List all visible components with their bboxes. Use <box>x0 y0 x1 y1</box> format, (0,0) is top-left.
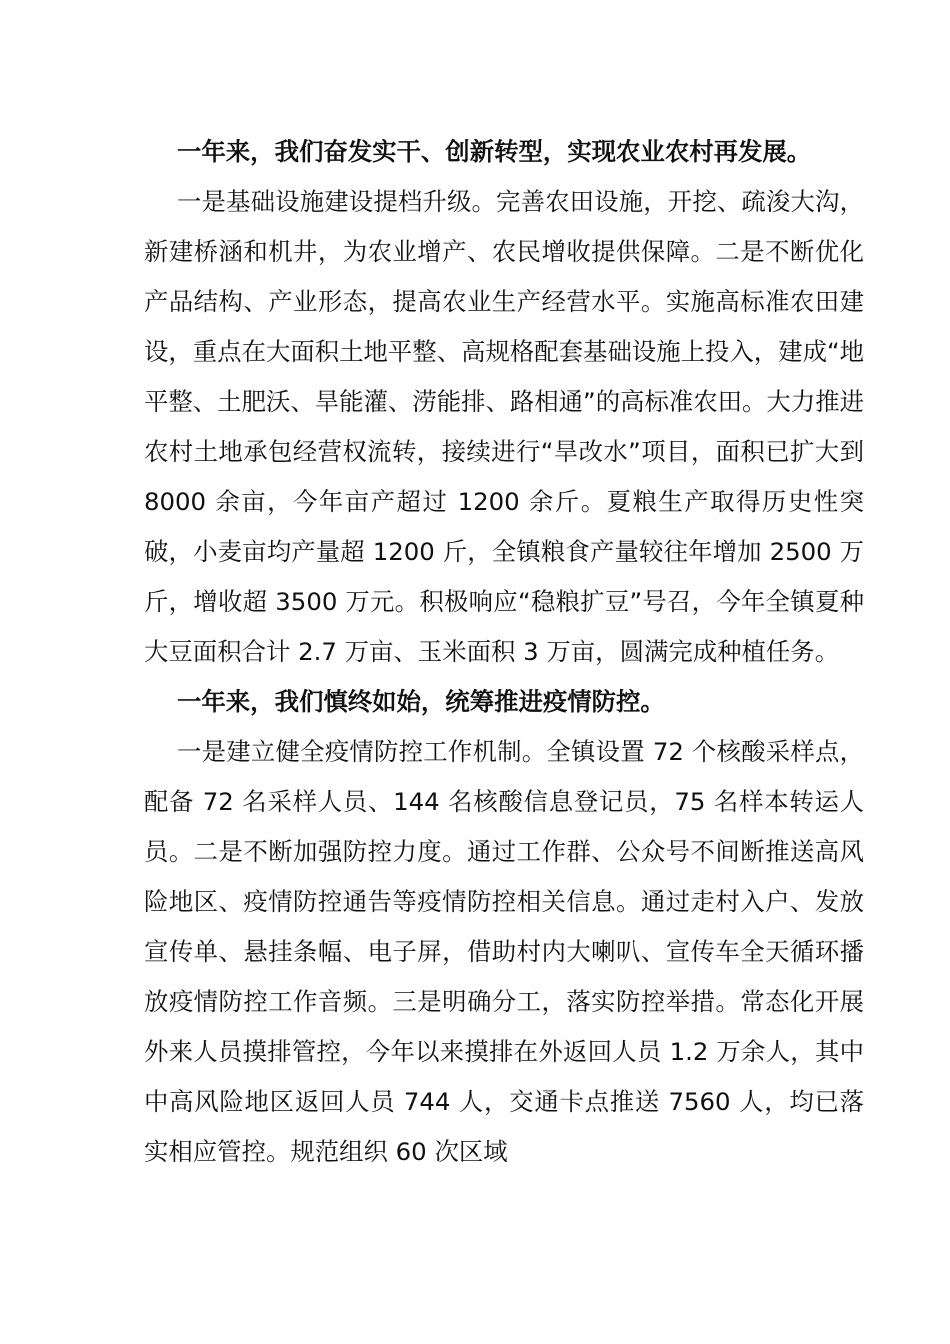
paragraph-agriculture: 一是基础设施建设提档升级。完善农田设施，开挖、疏浚大沟，新建桥涵和机井，为农业增产、农民增收提供保障。二是不断优化产品结构、产业形态，提高农业生产经营水平。实施高标准农田建设，重点在大面积土地平整、高规格配套基础设施上投入，建成“地平整、土肥沃、旱能灌、涝能排、路相通”的高标准农田。大力推进农村土地承包经营权流转，接续进行“旱改水”项目，面积已扩大到 8000 余亩，今年亩产超过 1200 余斤。夏粮生产取得历史性突破，小麦亩均产量超 1200 斤，全镇粮食产量较往年增加 2500 万斤，增收超 3500 万元。积极响应“稳粮扩豆”号召，今年全镇夏种大豆面积合计 2.7 万亩、玉米面积 3 万亩，圆满完成种植任务。 <box>144 187 864 666</box>
section-heading-epidemic: 一年来，我们慎终如始，统筹推进疫情防控。 <box>177 687 665 716</box>
document-body <box>144 127 864 1177</box>
section-heading-agriculture: 一年来，我们奋发实干、创新转型，实现农业农村再发展。 <box>177 137 812 166</box>
paragraph-epidemic: 一是建立健全疫情防控工作机制。全镇设置 72 个核酸采样点，配备 72 名采样人员、144 名核酸信息登记员，75 名样本转运人员。二是不断加强防控力度。通过工作群、公众号不间断推送高风险地区、疫情防控通告等疫情防控相关信息。通过走村入户、发放宣传单、悬挂条幅、电子屏，借助村内大喇叭、宣传车全天循环播放疫情防控工作音频。三是明确分工，落实防控举措。常态化开展外来人员摸排管控，今年以来摸排在外返回人员 1.2 万余人，其中中高风险地区返回人员 744 人，交通卡点推送 7560 人，均已落实相应管控。规范组织 60 次区域 <box>144 737 864 1166</box>
